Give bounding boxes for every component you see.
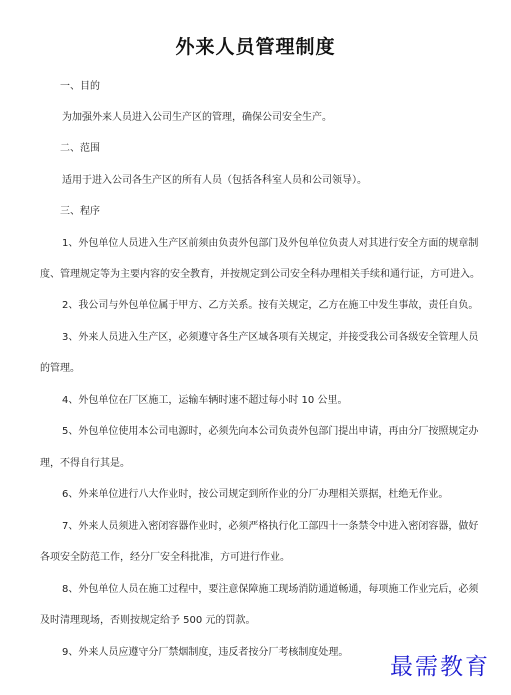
procedure-item-3-line-2: 的管理。 (40, 363, 80, 374)
section-text-purpose: 为加强外来人员进入公司生产区的管理，确保公司安全生产。 (62, 112, 332, 123)
document-title: 外来人员管理制度 (175, 36, 336, 58)
procedure-item-1-line-2: 度、管理规定等为主要内容的安全教育，并按规定到公司安全科办理相关手续和通行证，方可进入。 (40, 269, 480, 280)
procedure-item-5-line-2: 理，不得自行其是。 (40, 458, 130, 469)
procedure-item-7-line-1: 7、外来人员须进入密闭容器作业时，必须严格执行化工部四十一条禁令中进入密闭容器，做好 (62, 521, 479, 532)
procedure-item-1-line-1: 1、外包单位人员进入生产区前须由负责外包部门及外包单位负责人对其进行安全方面的规章制 (62, 238, 479, 249)
procedure-item-5-line-1: 5、外包单位使用本公司电源时，必须先向本公司负责外包部门提出申请，再由分厂按照规定办 (62, 426, 479, 437)
procedure-item-9: 9、外来人员应遵守分厂禁烟制度，违反者按分厂考核制度处理。 (62, 647, 349, 658)
procedure-item-2: 2、我公司与外包单位属于甲方、乙方关系。按有关规定，乙方在施工中发生事故，责任自负。 (62, 300, 479, 311)
procedure-item-6: 6、外来单位进行八大作业时，按公司规定到所作业的分厂办理相关票据，杜绝无作业。 (62, 489, 449, 500)
procedure-item-3-line-1: 3、外来人员进入生产区，必须遵守各生产区域各项有关规定，并接受我公司各级安全管理人员 (62, 332, 479, 343)
procedure-item-8-line-2: 及时清理现场，否则按规定给予 500 元的罚款。 (40, 615, 256, 626)
procedure-item-7-line-2: 各项安全防范工作，经分厂安全科批准，方可进行作业。 (40, 552, 290, 563)
procedure-item-8-line-1: 8、外包单位人员在施工过程中，要注意保障施工现场消防通道畅通，每项施工作业完后，必须 (62, 584, 479, 595)
section-text-scope: 适用于进入公司各生产区的所有人员（包括各科室人员和公司领导）。 (62, 175, 367, 186)
section-heading-scope: 二、范围 (60, 143, 100, 154)
procedure-item-4: 4、外包单位在厂区施工，运输车辆时速不超过每小时 10 公里。 (62, 395, 348, 406)
section-heading-purpose: 一、目的 (60, 81, 100, 92)
section-heading-procedure: 三、程序 (60, 206, 100, 217)
watermark-logo: 最需教育 (390, 654, 490, 680)
